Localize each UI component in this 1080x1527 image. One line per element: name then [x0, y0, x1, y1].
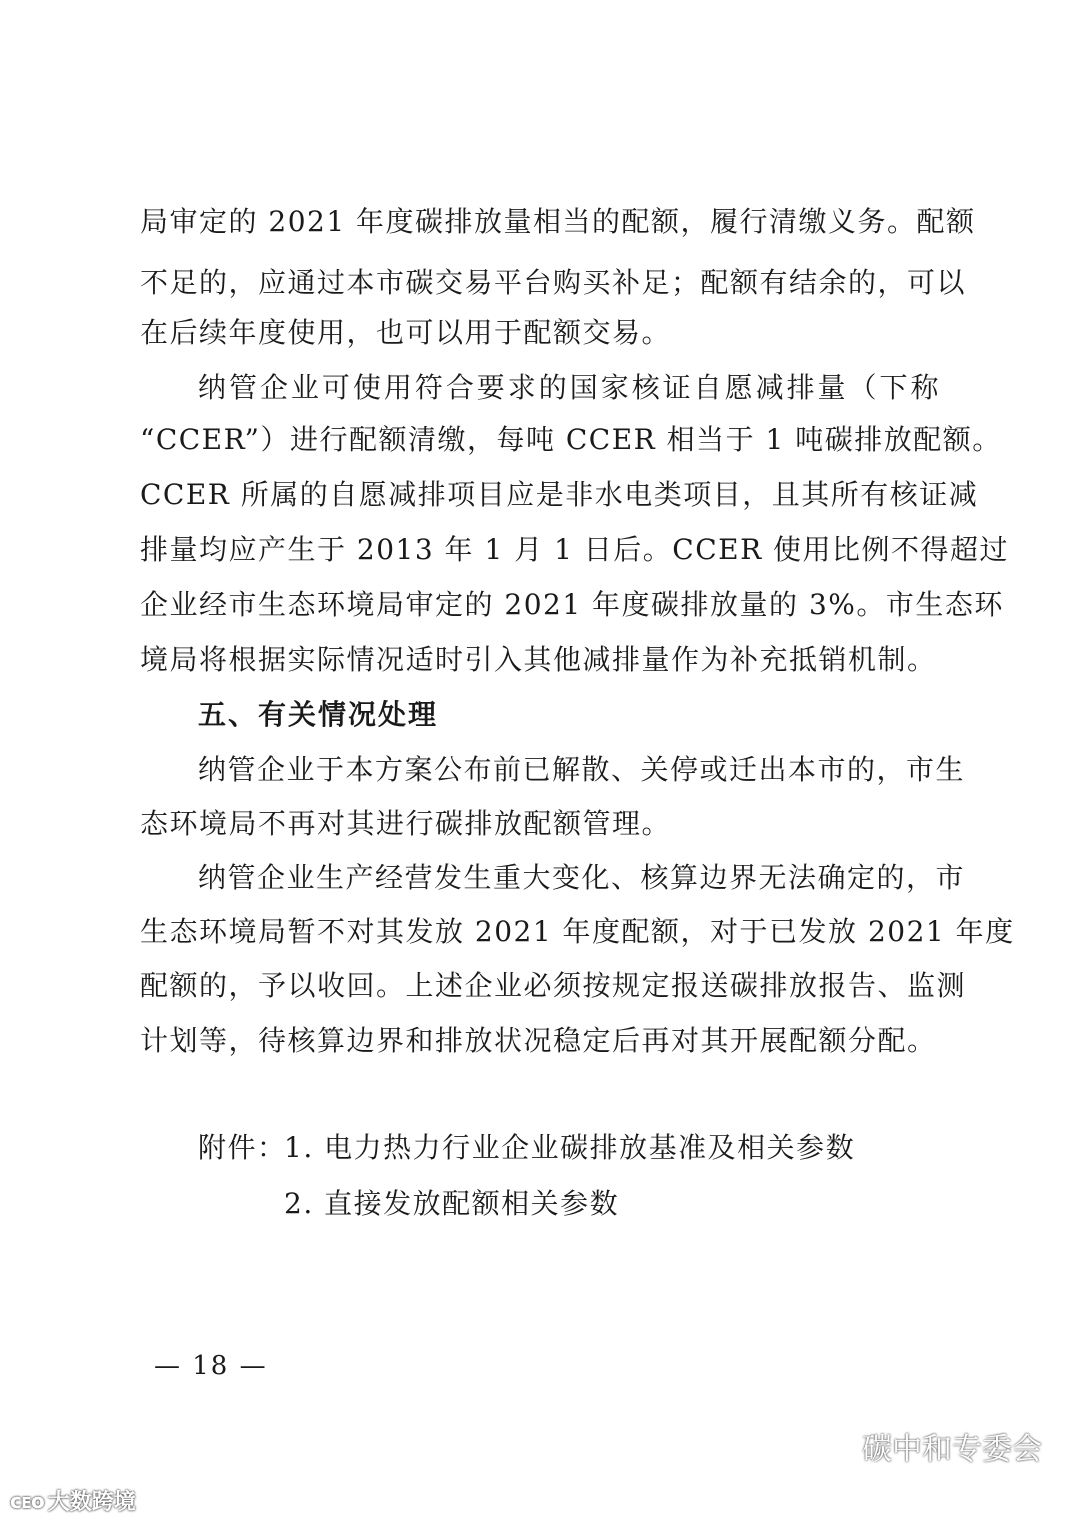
paragraph-line: 境局将根据实际情况适时引入其他减排量作为补充抵销机制。 — [140, 643, 937, 676]
watermark-left — [10, 1485, 136, 1516]
paragraph-line: 局审定的 2021 年度碳排放量相当的配额，履行清缴义务。配额 — [140, 205, 976, 238]
paragraph-line: 排量均应产生于 2013 年 1 月 1 日后。CCER 使用比例不得超过 — [140, 533, 1010, 566]
attachment-item: 1. 电力热力行业企业碳排放基准及相关参数 — [284, 1131, 856, 1164]
paragraph-line: 生态环境局暂不对其发放 2021 年度配额，对于已发放 2021 年度 — [140, 915, 1015, 948]
paragraph-line: CCER 所属的自愿减排项目应是非水电类项目，且其所有核证减 — [140, 478, 979, 511]
page-number: — 18 — — [154, 1351, 268, 1381]
section-heading: 五、有关情况处理 — [198, 698, 439, 731]
attachments-label: 附件： — [198, 1131, 287, 1164]
watermark-right-text: 碳中和专委会 — [862, 1432, 1042, 1467]
paragraph-line: 在后续年度使用，也可以用于配额交易。 — [140, 316, 672, 349]
paragraph-line: 态环境局不再对其进行碳排放配额管理。 — [140, 807, 672, 840]
paragraph-line: “CCER”）进行配额清缴，每吨 CCER 相当于 1 吨碳排放配额。 — [140, 423, 1002, 456]
paragraph-line: 纳管企业可使用符合要求的国家核证自愿减排量（下称 — [198, 371, 940, 404]
paragraph-line: 配额的，予以收回。上述企业必须按规定报送碳排放报告、监测 — [140, 969, 967, 1002]
wechat-icon — [812, 1431, 854, 1461]
watermark-left-text: 大数跨境 — [47, 1490, 136, 1515]
paragraph-line: 计划等，待核算边界和排放状况稳定后再对其开展配额分配。 — [140, 1024, 937, 1057]
paragraph-line: 纳管企业生产经营发生重大变化、核算边界无法确定的，市 — [198, 861, 966, 894]
watermark-right — [812, 1424, 1042, 1468]
paragraph-line: 不足的，应通过本市碳交易平台购买补足；配额有结余的，可以 — [140, 266, 967, 299]
paragraph-line: 纳管企业于本方案公布前已解散、关停或迁出本市的，市生 — [198, 753, 966, 786]
brand-logo-icon: ᴄᴇᴏ — [10, 1488, 44, 1513]
attachment-item: 2. 直接发放配额相关参数 — [284, 1187, 620, 1220]
paragraph-line: 企业经市生态环境局审定的 2021 年度碳排放量的 3%。市生态环 — [140, 588, 1004, 621]
